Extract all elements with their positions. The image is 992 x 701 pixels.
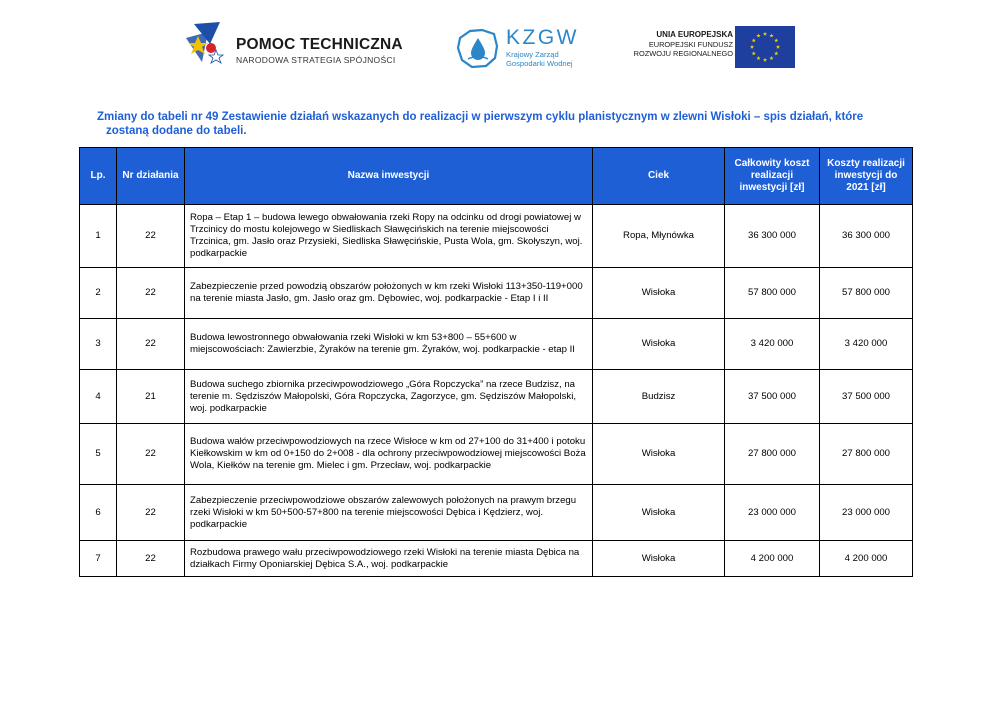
cell-ciek: Budzisz [593,370,725,424]
cell-lp: 5 [80,424,117,485]
table-row [80,541,913,577]
cell-lp: 1 [80,205,117,268]
table-row [80,205,913,268]
cell-ciek: Ropa, Młynówka [593,205,725,268]
cell-koszt-2021: 23 000 000 [820,485,913,541]
cell-koszt-total: 3 420 000 [725,319,820,370]
cell-nr: 22 [117,541,185,577]
kzgw-logo [456,26,596,72]
eu-flag-icon [735,26,795,68]
header-koszt-2021: Koszty realizacji inwestycji do 2021 [zł] [820,148,913,205]
cell-lp: 4 [80,370,117,424]
cell-ciek: Wisłoka [593,541,725,577]
table-row [80,370,913,424]
cell-nr: 22 [117,205,185,268]
eu-line2: EUROPEJSKI FUNDUSZ [648,39,733,49]
cell-nr: 22 [117,485,185,541]
pomoc-techniczna-subtitle: NARODOWA STRATEGIA SPÓJNOŚCI [236,55,396,65]
cell-lp: 6 [80,485,117,541]
cell-koszt-total: 23 000 000 [725,485,820,541]
cell-nazwa: Zabezpieczenie przeciwpowodziowe obszarów zalewowych położonych na prawym brzegu rzeki Wisłoki w km 50+500-57+800 na terenie miejscowości Dębica i Kędzierz, woj. podkarpackie [185,485,593,541]
table-row [80,424,913,485]
cell-nr: 21 [117,370,185,424]
cell-ciek: Wisłoka [593,268,725,319]
cell-nr: 22 [117,424,185,485]
cell-nazwa: Rozbudowa prawego wału przeciwpowodziowego rzeki Wisłoki na terenie miasta Dębica na działkach Firmy Oponiarskiej Dębica S.A., woj. podkarpackie [185,541,593,577]
cell-koszt-total: 36 300 000 [725,205,820,268]
cell-nazwa: Zabezpieczenie przed powodzią obszarów położonych w km rzeki Wisłoki 113+350-119+000 na terenie miasta Jasło, gm. Jasło oraz gm. Dębowiec, woj. podkarpackie - Etap I i II [185,268,593,319]
cell-lp: 7 [80,541,117,577]
cell-lp: 2 [80,268,117,319]
eu-line3: ROZWOJU REGIONALNEGO [633,49,733,58]
table-row [80,485,913,541]
cell-lp: 3 [80,319,117,370]
pomoc-techniczna-logo [180,18,420,78]
table-header-row [80,148,913,205]
cell-ciek: Wisłoka [593,485,725,541]
eu-logo [633,26,800,70]
cell-nr: 22 [117,319,185,370]
cell-koszt-2021: 36 300 000 [820,205,913,268]
heading-line1: Zmiany do tabeli nr 49 Zestawienie działań wskazanych do realizacji w pierwszym cyklu planistycznym w zlewni Wisłoki – spis działań, które [97,111,864,123]
cell-koszt-2021: 3 420 000 [820,319,913,370]
cell-nr: 22 [117,268,185,319]
heading-line2: zostaną dodane do tabeli. [106,125,247,137]
table-row [80,319,913,370]
header-ciek: Ciek [593,148,725,205]
eu-logo-text [634,30,733,59]
header-koszt-calkowity: Całkowity koszt realizacji inwestycji [zł] [725,148,820,205]
kzgw-subtitle-line2: Gospodarki Wodnej [506,58,573,68]
cell-nazwa: Budowa lewostronnego obwałowania rzeki Wisłoki w km 53+800 – 55+600 w miejscowościach: Zawierzbie, Żyraków na terenie gm. Żyraków, woj. podkarpackie - etap II [185,319,593,370]
kzgw-subtitle [506,51,573,68]
investments-table [79,147,913,577]
kzgw-subtitle-line1: Krajowy Zarząd [506,50,559,59]
cell-nazwa: Budowa suchego zbiornika przeciwpowodziowego „Góra Ropczycka” na rzece Budzisz, na terenie m. Sędziszów Małopolski, Góra Ropczycka, Zagorzyce, gm. Sędziszów Małopolski, woj. podkarpackie [185,370,593,424]
cell-koszt-total: 57 800 000 [725,268,820,319]
cell-ciek: Wisłoka [593,424,725,485]
cell-nazwa: Budowa wałów przeciwpowodziowych na rzece Wisłoce w km od 27+100 do 31+400 i potoku Kiełkowskim w km od 0+150 do 2+008 - dla ochrony przeciwpowodziowej miejscowości Boża Wola, Kiełków na terenie gm. Mielec i gm. Przecław, woj. podkarpackie [185,424,593,485]
pomoc-techniczna-emblem-icon [180,18,232,70]
cell-koszt-total: 27 800 000 [725,424,820,485]
cell-koszt-2021: 57 800 000 [820,268,913,319]
cell-koszt-2021: 4 200 000 [820,541,913,577]
kzgw-title: KZGW [506,26,579,49]
cell-koszt-total: 4 200 000 [725,541,820,577]
kzgw-poland-water-icon [456,26,500,70]
document-heading [97,110,912,138]
cell-koszt-2021: 37 500 000 [820,370,913,424]
header-nazwa-inwestycji: Nazwa inwestycji [185,148,593,205]
cell-koszt-total: 37 500 000 [725,370,820,424]
cell-ciek: Wisłoka [593,319,725,370]
cell-koszt-2021: 27 800 000 [820,424,913,485]
pomoc-techniczna-title: POMOC TECHNICZNA [236,36,403,53]
header-lp: Lp. [80,148,117,205]
cell-nazwa: Ropa – Etap 1 – budowa lewego obwałowania rzeki Ropy na odcinku od drogi powiatowej w Trzcinicy do mostu kolejowego w Siedliskach Sławęcińskich na terenie miejscowości Trzcinica, gm. Jasło oraz Przysieki, Siedliska Sławęcińskie, Pusta Wola, gm. Skołyszyn, woj. podkarpackie [185,205,593,268]
header-nr-dzialania: Nr działania [117,148,185,205]
table-row [80,268,913,319]
eu-line1: UNIA EUROPEJSKA [656,30,733,39]
